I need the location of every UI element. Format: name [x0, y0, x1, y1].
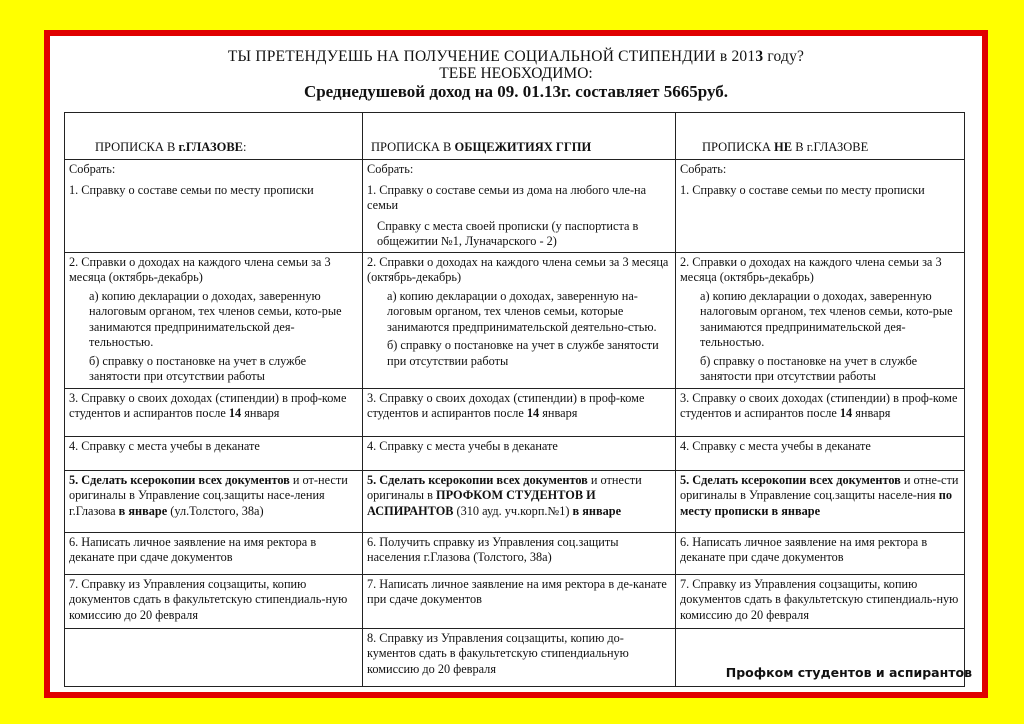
- cell: [65, 532, 363, 574]
- copies-text: и отнести оригиналы в: [367, 472, 642, 502]
- stipend-month: января: [241, 406, 280, 420]
- family-certificate-text: 1. Справку о составе семьи из дома на любого чле-на семьи: [367, 182, 647, 212]
- copies-address: (ул.Толстого, 38а): [167, 503, 264, 518]
- submit-text: 7. Справку из Управления соцзащиты, копию документов сдать в факультетскую стипендиаль-ную комиссию до 20 февраля: [680, 576, 959, 622]
- header-question-text: ТЫ ПРЕТЕНДУЕШЬ НА ПОЛУЧЕНИЕ СОЦИАЛЬНОЙ СТИПЕНДИИ в: [227, 48, 728, 65]
- copies-address: (310 ауд. уч.корп.№1): [453, 503, 573, 518]
- declaration-text: а) копию декларации о доходах, заверенную налоговым органом, тех членов семьи, кото-рые занимаются предпринимательской дея-тельностью.: [700, 288, 953, 349]
- collect-label: Собрать:: [367, 162, 414, 176]
- row-study-certificate: [65, 436, 965, 470]
- cell: [65, 436, 363, 470]
- cell: [363, 160, 676, 253]
- submit-text: 8. Справку из Управления соцзащиты, копию до-кументов сдать в факультетскую стипендиальную комиссию до 20 февраля: [367, 630, 629, 676]
- header-year-digit: 3: [755, 48, 764, 65]
- stipend-date: 14: [228, 406, 242, 420]
- cell: [676, 574, 965, 628]
- column-header-prefix: ПРОПИСКА: [702, 139, 775, 154]
- copies-text-bold: 5. Сделать ксерокопии всех документов: [367, 472, 588, 487]
- requirements-table: [64, 112, 965, 687]
- application-text: 6. Написать личное заявление на имя ректора в деканате при сдаче документов: [69, 534, 317, 564]
- cell: [363, 388, 676, 436]
- application-text: 6. Написать личное заявление на имя ректора в деканате при сдаче документов: [680, 534, 928, 564]
- copies-month: в январе: [572, 503, 622, 518]
- residence-certificate-text: Справку с места своей прописки (у паспортиста в общежитии №1, Луначарского - 2): [377, 218, 639, 248]
- family-certificate-text: 1. Справку о составе семьи по месту прописки: [680, 182, 925, 197]
- row-copies: [65, 470, 965, 532]
- signature: Профком студентов и аспирантов: [725, 665, 972, 680]
- study-certificate-text: 4. Справку с места учебы в деканате: [680, 438, 871, 453]
- row-submit: [65, 574, 965, 628]
- income-certificate-text: 2. Справки о доходах на каждого члена семьи за 3 месяца (октябрь-декабрь): [69, 254, 331, 284]
- declaration-text: а) копию декларации о доходах, заверенную на-логовым органом, тех членов семьи, которые занимаются предпринимательской деятельно-стью.: [387, 288, 657, 334]
- employment-text: б) справку о постановке на учет в службе занятости при отсутствии работы: [387, 338, 659, 368]
- cell: [363, 574, 676, 628]
- employment-text: б) справку о постановке на учет в службе занятости при отсутствии работы: [700, 353, 918, 383]
- row-application: [65, 532, 965, 574]
- cell: [676, 388, 965, 436]
- cell: [676, 532, 965, 574]
- income-certificate-text: 2. Справки о доходах на каждого члена семьи за 3 месяца (октябрь-декабрь): [367, 254, 669, 284]
- copies-text: и от-нести оригиналы в Управление соц.защиты насе-ления г.Глазова: [69, 472, 348, 518]
- column-header-bold: ОБЩЕЖИТИЯХ ГГПИ: [454, 139, 592, 154]
- cell: [65, 252, 363, 388]
- header-need: ТЕБЕ НЕОБХОДИМО:: [439, 65, 593, 82]
- column-header-prefix: ПРОПИСКА В: [371, 139, 455, 154]
- collect-label: Собрать:: [69, 162, 116, 176]
- column-header-not-glazov: [676, 113, 965, 160]
- copies-month: по месту прописки в январе: [680, 488, 953, 518]
- social-certificate-text: 6. Получить справку из Управления соц.защиты населения г.Глазова (Толстого, 38а): [367, 534, 619, 564]
- cell: [676, 470, 965, 532]
- cell: [363, 470, 676, 532]
- family-certificate-text: 1. Справку о составе семьи по месту прописки: [69, 182, 314, 197]
- column-header-bold: г.ГЛАЗОВЕ: [178, 139, 243, 154]
- column-header-suffix: В г.ГЛАЗОВЕ: [792, 139, 869, 154]
- header-question: [50, 48, 982, 65]
- stipend-month: января: [539, 406, 578, 420]
- stipend-text: 3. Справку о своих доходах (стипендии) в проф-коме студентов и аспирантов после: [367, 390, 645, 420]
- cell: [65, 160, 363, 253]
- column-header-suffix: :: [243, 139, 247, 154]
- application-text: 7. Написать личное заявление на имя ректора в де-канате при сдаче документов: [367, 576, 667, 606]
- cell: [363, 252, 676, 388]
- row-stipend-certificate: [65, 388, 965, 436]
- header-year: 201: [731, 48, 756, 65]
- cell: [676, 160, 965, 253]
- row-family-certificate: [65, 160, 965, 253]
- employment-text: б) справку о постановке на учет в службе занятости при отсутствии работы: [89, 353, 307, 383]
- cell-empty: [65, 628, 363, 686]
- cell: [65, 470, 363, 532]
- copies-destination: ПРОФКОМ СТУДЕНТОВ И АСПИРАНТОВ: [367, 488, 596, 518]
- column-headers: [65, 113, 965, 160]
- stipend-month: января: [852, 406, 891, 420]
- stipend-date: 14: [839, 406, 853, 420]
- income-certificate-text: 2. Справки о доходах на каждого члена семьи за 3 месяца (октябрь-декабрь): [680, 254, 942, 284]
- cell: [363, 436, 676, 470]
- declaration-text: а) копию декларации о доходах, заверенную налоговым органом, тех членов семьи, кото-рые занимаются предпринимательской дея-тельностью.: [89, 288, 342, 349]
- column-header-prefix: ПРОПИСКА В: [95, 139, 179, 154]
- cell: [65, 574, 363, 628]
- cell: [65, 388, 363, 436]
- cell: [676, 436, 965, 470]
- collect-label: Собрать:: [680, 162, 727, 176]
- cell: [363, 628, 676, 686]
- copies-text-bold: 5. Сделать ксерокопии всех документов: [680, 472, 901, 487]
- row-income-certificates: [65, 252, 965, 388]
- stipend-text: 3. Справку о своих доходах (стипендии) в проф-коме студентов и аспирантов после: [69, 390, 347, 420]
- stipend-date: 14: [526, 406, 540, 420]
- copies-text-bold: 5. Сделать ксерокопии всех документов: [69, 472, 290, 487]
- column-header-dormitory: [363, 113, 676, 160]
- column-header-bold: НЕ: [774, 139, 793, 154]
- header-question-end: году?: [767, 48, 805, 65]
- submit-text: 7. Справку из Управления соцзащиты, копию документов сдать в факультетскую стипендиаль-ную комиссию до 20 февраля: [69, 576, 348, 622]
- header-income: Среднедушевой доход на 09. 01.13г. составляет 5665руб.: [303, 82, 729, 101]
- study-certificate-text: 4. Справку с места учебы в деканате: [69, 438, 260, 453]
- copies-month: в январе: [118, 503, 168, 518]
- stipend-text: 3. Справку о своих доходах (стипендии) в проф-коме студентов и аспирантов после: [680, 390, 958, 420]
- cell: [676, 252, 965, 388]
- copies-text: и отне-сти оригиналы в Управление соц.защиты населе-ния: [680, 472, 959, 502]
- cell: [363, 532, 676, 574]
- poster-header: [50, 48, 982, 100]
- study-certificate-text: 4. Справку с места учебы в деканате: [367, 438, 558, 453]
- column-header-glazov: [65, 113, 363, 160]
- poster-frame: [44, 30, 988, 698]
